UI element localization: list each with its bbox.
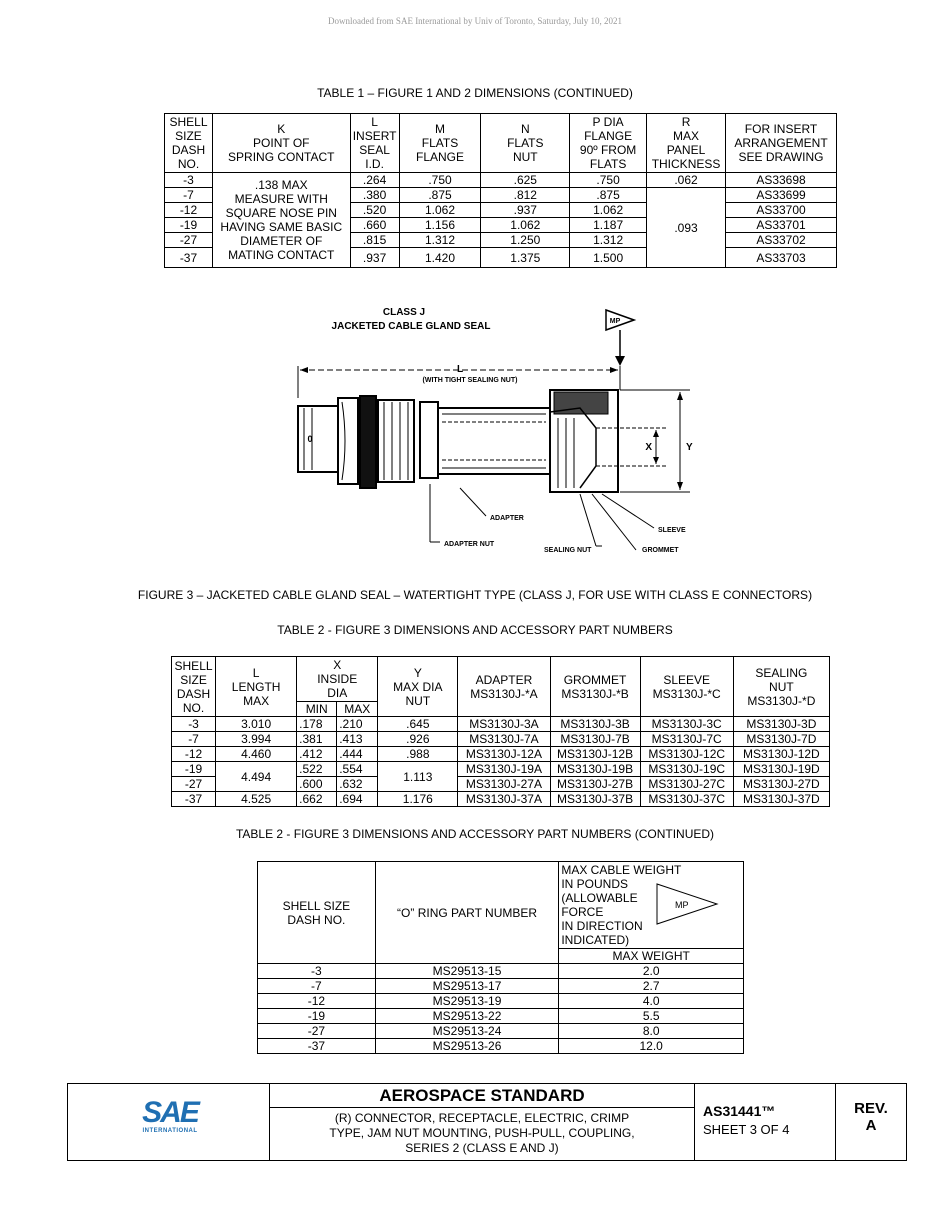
table-row xyxy=(172,732,830,747)
table1-n: 1.062 xyxy=(481,218,570,233)
table1-l: .264 xyxy=(350,173,399,188)
sheet-number: SHEET 3 OF 4 xyxy=(703,1122,790,1137)
table2-shell: -3 xyxy=(172,717,216,732)
table1-insert: AS33701 xyxy=(726,218,837,233)
header-line: POINT OF xyxy=(253,136,310,150)
table2-y: .645 xyxy=(378,717,458,732)
table2-nut: MS3130J-19D xyxy=(733,762,829,777)
table2-y: 1.176 xyxy=(378,792,458,807)
table3-shell: -27 xyxy=(258,1024,376,1039)
grommet-label: GROMMET xyxy=(642,547,679,554)
table2-xmin: .178 xyxy=(297,717,337,732)
header-line: INSIDE xyxy=(317,672,358,686)
table1-m: .875 xyxy=(399,188,481,203)
note-line: MEASURE WITH xyxy=(234,192,328,206)
table3-weight: 8.0 xyxy=(559,1024,744,1039)
header-line: MAX xyxy=(673,129,700,143)
description-line: (R) CONNECTOR, RECEPTACLE, ELECTRIC, CRIMP xyxy=(334,1111,630,1125)
header-line: SPRING CONTACT xyxy=(228,150,335,164)
table1-header-m xyxy=(399,114,481,173)
table1-k-note xyxy=(212,173,350,268)
table2-xmax: .444 xyxy=(337,747,378,762)
header-line: SEALING xyxy=(755,665,808,680)
header-line: N xyxy=(520,122,530,136)
header-line: Y xyxy=(413,665,422,680)
l-dimension-note: (WITH TIGHT SEALING NUT) xyxy=(422,377,518,384)
table3-caption: TABLE 2 - FIGURE 3 DIMENSIONS AND ACCESSORY PART NUMBERS (CONTINUED) xyxy=(235,827,715,841)
table1-r-rest: .093 xyxy=(647,188,726,268)
header-line: FLATS xyxy=(421,136,459,150)
table2-shell: -12 xyxy=(172,747,216,762)
table3-weight: 5.5 xyxy=(559,1009,744,1024)
logo-cell xyxy=(68,1084,270,1160)
table-row xyxy=(258,979,744,994)
table2-adapter: MS3130J-7A xyxy=(458,732,550,747)
adapter-label: ADAPTER xyxy=(490,515,524,522)
table1-shell: -27 xyxy=(165,233,213,248)
sleeve-label: SLEEVE xyxy=(658,527,686,534)
table2-header-shell xyxy=(172,657,216,717)
table2-header-x xyxy=(297,657,378,702)
table3-oring: MS29513-19 xyxy=(375,994,559,1009)
jacketed-cable-gland-seal-drawing xyxy=(280,298,700,568)
table2-xmin: .662 xyxy=(297,792,337,807)
table1-insert: AS33698 xyxy=(726,173,837,188)
note-line: MATING CONTACT xyxy=(228,248,335,262)
table1-shell: -19 xyxy=(165,218,213,233)
table1-shell: -12 xyxy=(165,203,213,218)
header-line: NO. xyxy=(182,700,205,715)
table1-p: 1.187 xyxy=(570,218,647,233)
table3-header-weight xyxy=(559,862,744,949)
x-y-dimensions xyxy=(596,390,693,492)
table2-xmax: .694 xyxy=(337,792,378,807)
table3-shell: -19 xyxy=(258,1009,376,1024)
header-line: X xyxy=(333,658,342,672)
table2-xmin: .522 xyxy=(297,762,337,777)
table2-header-adapter xyxy=(458,657,550,717)
table-row xyxy=(258,1039,744,1054)
mp-flag-icon xyxy=(606,310,634,366)
doc-number: AS31441™ xyxy=(703,1103,776,1119)
table-row xyxy=(172,747,830,762)
table2-xmax: .413 xyxy=(337,732,378,747)
table1-shell: -3 xyxy=(165,173,213,188)
table1-p: 1.312 xyxy=(570,233,647,248)
table3-weight: 12.0 xyxy=(559,1039,744,1054)
figure3-mp-label: MP xyxy=(609,318,621,325)
header-line: 90º FROM xyxy=(579,143,637,157)
table2-header-x-max: MAX xyxy=(337,702,378,717)
title-block xyxy=(67,1083,907,1161)
table3-shell: -12 xyxy=(258,994,376,1009)
table-row xyxy=(172,717,830,732)
revision-cell xyxy=(836,1084,906,1160)
header-line: ARRANGEMENT xyxy=(734,136,828,150)
table3-weight: 2.7 xyxy=(559,979,744,994)
x-dimension-label: X xyxy=(645,442,652,453)
header-line: SHELL xyxy=(174,658,213,673)
table3-header-oring: “O” RING PART NUMBER xyxy=(375,862,559,964)
sae-logo xyxy=(135,1098,205,1134)
table1-m: .750 xyxy=(399,173,481,188)
header-line: (ALLOWABLE xyxy=(561,891,638,905)
table1-header-shell xyxy=(165,114,213,173)
table2-sleeve: MS3130J-7C xyxy=(640,732,733,747)
table2-y: 1.113 xyxy=(378,762,458,792)
y-dimension-label: Y xyxy=(686,442,693,453)
doc-number-cell xyxy=(695,1084,836,1160)
sae-logo-text: SAE xyxy=(142,1096,198,1129)
l-dimension-label: L xyxy=(456,364,464,375)
header-line: MAX xyxy=(243,693,270,708)
note-line: SQUARE NOSE PIN xyxy=(225,206,337,220)
table2-header-l xyxy=(216,657,297,717)
header-line: MS3130J-*C xyxy=(652,686,721,701)
revision-value: A xyxy=(865,1117,877,1134)
table2-caption: TABLE 2 - FIGURE 3 DIMENSIONS AND ACCESSORY PART NUMBERS xyxy=(277,623,673,637)
table3 xyxy=(257,861,744,1054)
header-line: K xyxy=(277,122,286,136)
mp-direction-icon xyxy=(655,882,721,926)
table-row xyxy=(258,1009,744,1024)
table2-header-row xyxy=(172,657,830,702)
table-row xyxy=(258,964,744,979)
table3-oring: MS29513-22 xyxy=(375,1009,559,1024)
table2-sleeve: MS3130J-27C xyxy=(640,777,733,792)
table1-header-row xyxy=(165,114,837,173)
table1-insert: AS33702 xyxy=(726,233,837,248)
table1-m: 1.062 xyxy=(399,203,481,218)
header-line: DASH NO. xyxy=(287,912,346,927)
header-line: DASH xyxy=(171,143,206,157)
table1-l: .660 xyxy=(350,218,399,233)
header-line: FLATS xyxy=(589,157,627,171)
table2-nut: MS3130J-3D xyxy=(733,717,829,732)
header-line: FOR INSERT xyxy=(744,122,818,136)
table3-oring: MS29513-24 xyxy=(375,1024,559,1039)
table3-shell: -7 xyxy=(258,979,376,994)
table2-header-x-min: MIN xyxy=(297,702,337,717)
table1-p: 1.500 xyxy=(570,248,647,268)
header-line: NUT xyxy=(769,679,794,694)
table3-weight: 4.0 xyxy=(559,994,744,1009)
header-line: FORCE xyxy=(561,905,604,919)
table3-header-row xyxy=(258,862,744,949)
table2-grommet: MS3130J-3B xyxy=(550,717,640,732)
table1-header-insert xyxy=(726,114,837,173)
table3-header-shell xyxy=(258,862,376,964)
table3-shell: -3 xyxy=(258,964,376,979)
table2-sleeve: MS3130J-37C xyxy=(640,792,733,807)
table2-header-nut xyxy=(733,657,829,717)
table2 xyxy=(171,656,830,807)
table1-p: .750 xyxy=(570,173,647,188)
table-row xyxy=(165,173,837,188)
header-line: SLEEVE xyxy=(663,672,711,687)
note-line: HAVING SAME BASIC xyxy=(220,220,343,234)
table2-l: 3.994 xyxy=(216,732,297,747)
table2-sleeve: MS3130J-3C xyxy=(640,717,733,732)
table2-grommet: MS3130J-37B xyxy=(550,792,640,807)
standard-description xyxy=(270,1108,694,1156)
table1-l: .380 xyxy=(350,188,399,203)
header-line: M xyxy=(435,122,445,136)
table-row xyxy=(258,1024,744,1039)
table2-nut: MS3130J-37D xyxy=(733,792,829,807)
table2-y: .926 xyxy=(378,732,458,747)
table3-oring: MS29513-26 xyxy=(375,1039,559,1054)
table2-grommet: MS3130J-12B xyxy=(550,747,640,762)
table1-n: .625 xyxy=(481,173,570,188)
table1-r-first: .062 xyxy=(647,173,726,188)
description-line: TYPE, JAM NUT MOUNTING, PUSH-PULL, COUPLING, xyxy=(329,1126,635,1140)
table2-l: 4.460 xyxy=(216,747,297,762)
table2-shell: -37 xyxy=(172,792,216,807)
figure3-class-label: CLASS J xyxy=(382,307,426,318)
table2-header-grommet xyxy=(550,657,640,717)
header-line: R xyxy=(681,115,691,129)
header-line: NUT xyxy=(405,693,431,708)
table1 xyxy=(164,113,837,268)
table1-m: 1.312 xyxy=(399,233,481,248)
table1-p: .875 xyxy=(570,188,647,203)
header-line: NUT xyxy=(512,150,538,164)
figure3-caption: FIGURE 3 – JACKETED CABLE GLAND SEAL – WATERTIGHT TYPE (CLASS J, FOR USE WITH CLASS E CONNECTORS) xyxy=(137,588,813,602)
header-line: I.D. xyxy=(365,157,384,171)
header-line: FLATS xyxy=(507,136,544,150)
note-line: DIAMETER OF xyxy=(240,234,323,248)
table3-oring: MS29513-17 xyxy=(375,979,559,994)
table2-l: 4.494 xyxy=(216,762,297,792)
table1-insert: AS33703 xyxy=(726,248,837,268)
header-line: LENGTH xyxy=(231,679,281,694)
table2-shell: -27 xyxy=(172,777,216,792)
download-watermark: Downloaded from SAE International by Univ of Toronto, Saturday, July 10, 2021 xyxy=(327,16,623,26)
table1-header-k xyxy=(212,114,350,173)
note-line: .138 MAX xyxy=(254,178,308,192)
table1-header-l xyxy=(350,114,399,173)
table2-xmin: .381 xyxy=(297,732,337,747)
description-line: SERIES 2 (CLASS E AND J) xyxy=(405,1141,559,1155)
revision-label: REV. xyxy=(854,1100,888,1117)
table2-adapter: MS3130J-37A xyxy=(458,792,550,807)
standard-cell xyxy=(270,1084,695,1160)
table1-header-n xyxy=(481,114,570,173)
table2-xmin: .412 xyxy=(297,747,337,762)
header-line: L xyxy=(252,665,260,680)
table2-grommet: MS3130J-7B xyxy=(550,732,640,747)
table2-grommet: MS3130J-27B xyxy=(550,777,640,792)
connector-body xyxy=(298,390,618,492)
header-line: SEE DRAWING xyxy=(738,150,824,164)
header-line: MAX DIA xyxy=(393,679,443,694)
header-line: INSERT xyxy=(352,129,397,143)
table2-header-y xyxy=(378,657,458,717)
table3-oring: MS29513-15 xyxy=(375,964,559,979)
header-line: FLANGE xyxy=(584,129,633,143)
mp-direction-label: MP xyxy=(675,900,689,910)
adapter-nut-label: ADAPTER NUT xyxy=(444,541,495,548)
header-line: MS3130J-*B xyxy=(561,686,629,701)
table1-shell: -7 xyxy=(165,188,213,203)
header-line: ADAPTER xyxy=(475,672,533,687)
table1-header-r xyxy=(647,114,726,173)
sae-logo-subtitle: INTERNATIONAL xyxy=(142,1128,198,1134)
table-row xyxy=(258,994,744,1009)
header-line: FLANGE xyxy=(415,150,464,164)
table1-l: .815 xyxy=(350,233,399,248)
header-line: IN POUNDS xyxy=(561,877,629,891)
table2-adapter: MS3130J-12A xyxy=(458,747,550,762)
table2-nut: MS3130J-7D xyxy=(733,732,829,747)
table2-y: .988 xyxy=(378,747,458,762)
table2-sleeve: MS3130J-12C xyxy=(640,747,733,762)
header-line: P DIA xyxy=(592,115,624,129)
table2-adapter: MS3130J-27A xyxy=(458,777,550,792)
table1-insert: AS33700 xyxy=(726,203,837,218)
standard-title: AEROSPACE STANDARD xyxy=(270,1084,694,1108)
figure3-title-label: JACKETED CABLE GLAND SEAL xyxy=(331,321,491,332)
table1-shell: -37 xyxy=(165,248,213,268)
table1-n: .937 xyxy=(481,203,570,218)
table2-sleeve: MS3130J-19C xyxy=(640,762,733,777)
header-line: SHELL xyxy=(169,115,208,129)
header-line: PANEL xyxy=(666,143,706,157)
table-row xyxy=(172,792,830,807)
header-line: DIA xyxy=(327,686,348,700)
table2-adapter: MS3130J-3A xyxy=(458,717,550,732)
table1-insert: AS33699 xyxy=(726,188,837,203)
table2-xmax: .554 xyxy=(337,762,378,777)
table2-xmax: .632 xyxy=(337,777,378,792)
header-line: IN DIRECTION xyxy=(561,919,643,933)
table3-header-max-weight: MAX WEIGHT xyxy=(559,949,744,964)
table1-l: .937 xyxy=(350,248,399,268)
header-line: INDICATED) xyxy=(561,933,630,947)
table2-nut: MS3130J-12D xyxy=(733,747,829,762)
header-line: SIZE xyxy=(180,672,207,687)
sealing-nut-label: SEALING NUT xyxy=(544,547,592,554)
table1-m: 1.156 xyxy=(399,218,481,233)
table-row xyxy=(172,762,830,777)
table2-xmax: .210 xyxy=(337,717,378,732)
table1-l: .520 xyxy=(350,203,399,218)
table1-n: 1.250 xyxy=(481,233,570,248)
table2-shell: -7 xyxy=(172,732,216,747)
table1-caption: TABLE 1 – FIGURE 1 AND 2 DIMENSIONS (CONTINUED) xyxy=(317,86,633,100)
table2-header-sleeve xyxy=(640,657,733,717)
header-line: SIZE xyxy=(175,129,202,143)
svg-text:0: 0 xyxy=(307,434,313,444)
header-line: MAX CABLE WEIGHT xyxy=(561,863,682,877)
table1-p: 1.062 xyxy=(570,203,647,218)
table2-nut: MS3130J-27D xyxy=(733,777,829,792)
table1-m: 1.420 xyxy=(399,248,481,268)
table2-grommet: MS3130J-19B xyxy=(550,762,640,777)
header-line: NO. xyxy=(177,157,200,171)
table3-weight: 2.0 xyxy=(559,964,744,979)
table1-header-p xyxy=(570,114,647,173)
header-line: SEAL xyxy=(359,143,390,157)
table2-adapter: MS3130J-19A xyxy=(458,762,550,777)
table2-l: 3.010 xyxy=(216,717,297,732)
header-line: L xyxy=(371,115,378,129)
table2-xmin: .600 xyxy=(297,777,337,792)
table3-shell: -37 xyxy=(258,1039,376,1054)
header-line: MS3130J-*D xyxy=(747,693,816,708)
table2-shell: -19 xyxy=(172,762,216,777)
header-line: MS3130J-*A xyxy=(470,686,538,701)
table1-n: .812 xyxy=(481,188,570,203)
header-line: GROMMET xyxy=(563,672,627,687)
header-line: SHELL SIZE xyxy=(282,898,351,913)
header-line: THICKNESS xyxy=(651,157,721,171)
table1-n: 1.375 xyxy=(481,248,570,268)
header-line: DASH xyxy=(176,686,211,701)
table2-l: 4.525 xyxy=(216,792,297,807)
